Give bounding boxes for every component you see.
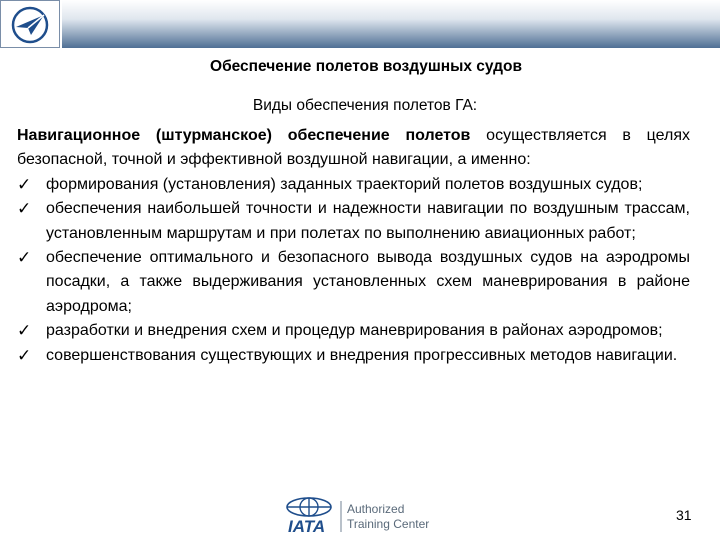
bullet-list: [17, 173, 690, 368]
list-item-text: разработки и внедрения схем и процедур маневрирования в районах аэродромов;: [46, 322, 663, 340]
checkmark-icon: ✓: [17, 248, 32, 268]
page-number: 31: [676, 507, 692, 523]
header-band: [62, 0, 720, 48]
checkmark-icon: ✓: [17, 321, 32, 341]
logo-line-training-center: Training Center: [347, 517, 430, 531]
list-item: [17, 197, 690, 246]
list-item-text: обеспечение оптимального и безопасного вывода воздушных судов на аэродромы посадки, а также выдерживания установленных схем маневрирования в районе аэродрома;: [46, 249, 690, 315]
checkmark-icon: ✓: [17, 174, 32, 194]
list-item-text: обеспечения наибольшей точности и надежности навигации по воздушным трассам, установленным маршрутам и при полетах по выполнению авиационных работ;: [46, 200, 690, 242]
list-item: [17, 173, 690, 197]
intro-paragraph: [17, 124, 690, 173]
list-item-text: совершенствования существующих и внедрения прогрессивных методов навигации.: [46, 346, 678, 364]
paper-plane-icon: [7, 5, 53, 45]
logo-line-authorized: Authorized: [347, 502, 405, 516]
list-item: [17, 344, 690, 368]
iata-globe-icon: [287, 498, 331, 516]
iata-logo: [285, 496, 435, 536]
checkmark-icon: ✓: [17, 345, 32, 365]
iata-wordmark: IATA: [288, 517, 326, 536]
header-logo: [0, 0, 60, 48]
slide-title: Обеспечение полетов воздушных судов: [210, 58, 522, 75]
slide-body: [17, 124, 690, 368]
slide-subtitle: Виды обеспечения полетов ГА:: [252, 97, 478, 114]
list-item: [17, 246, 690, 319]
checkmark-icon: ✓: [17, 199, 32, 219]
list-item: [17, 319, 690, 343]
intro-text: осуществляется в целях безопасной, точной и эффективной воздушной навигации, а именно:: [17, 127, 691, 169]
list-item-text: формирования (установления) заданных траекторий полетов воздушных судов;: [46, 175, 643, 193]
intro-bold-text: Навигационное (штурманское) обеспечение полетов: [17, 127, 471, 144]
